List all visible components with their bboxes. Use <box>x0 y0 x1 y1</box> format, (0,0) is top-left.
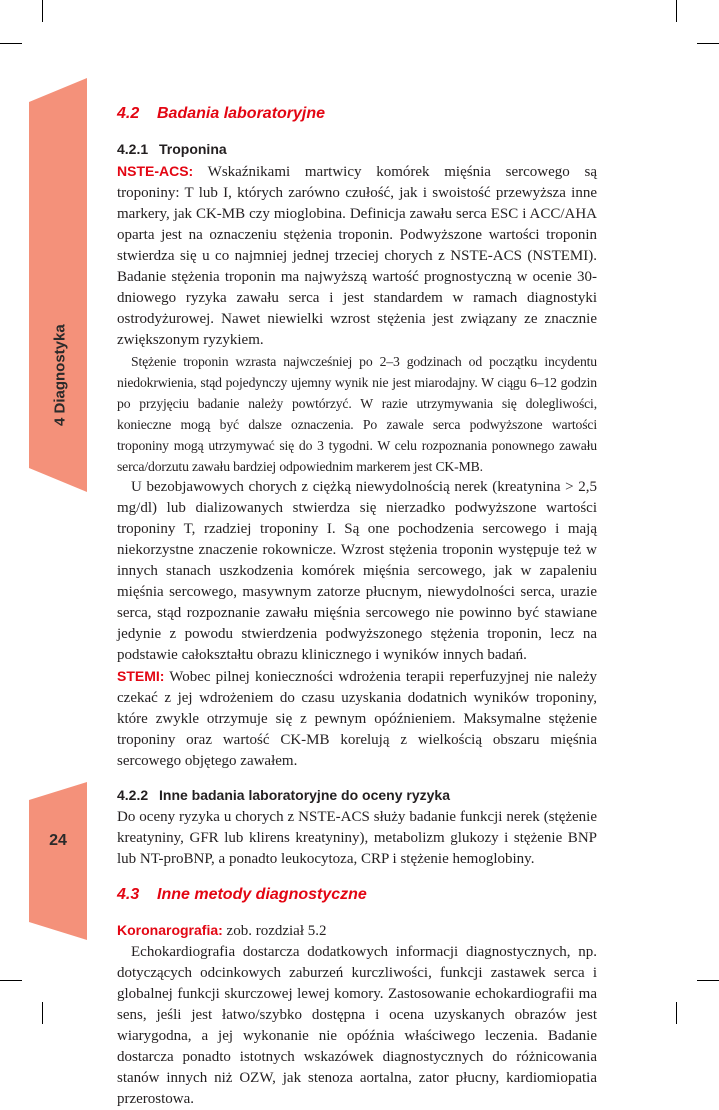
crop-mark <box>42 0 43 22</box>
paragraph-lead: STEMI: <box>117 668 165 684</box>
section-heading-4-2 <box>117 103 597 125</box>
paragraph-coronarography <box>117 920 597 942</box>
section-number: 4.2 <box>117 105 140 122</box>
paragraph-stemi <box>117 666 597 772</box>
crop-mark <box>42 1002 43 1024</box>
section-title: Inne metody diagnostyczne <box>157 886 367 903</box>
paragraph-text: zob. rozdział 5.2 <box>222 923 327 939</box>
paragraph-risk-assessment: Do oceny ryzyka u chorych z NSTE-ACS służy badanie funkcji nerek (stężenie kreatyniny, GFR lub klirens kreatyniny), metabolizm glukozy i stężenie BNP lub NT-proBNP, a ponadto leukocytoza, CRP i stężenie hemoglobiny. <box>117 809 597 867</box>
subsection-heading-4-2-2 <box>117 785 597 805</box>
page-number: 24 <box>49 832 67 849</box>
paragraph-nste-acs <box>117 161 597 351</box>
paragraph-echocardiography: Echokardiografia dostarcza dodatkowych informacji diagnostycznych, np. dotyczących odcinkowych zaburzeń kurczliwości, funkcji zastawek serca i globalnej funkcji skurczowej lewej komory. Zastosowanie echokardiografii ma sens, jeśli jest łatwo/szybko dostępna i ocena uzyskanych obrazów jest wiarygodna, a jej wykonanie nie opóźnia właściwego leczenia. Badanie dostarcza ponadto istotnych wskazówek diagnostycznych do różnicowania stanów innych niż OZW, jak stenoza aortalna, zator płucny, kardiomiopatia przerostowa. <box>117 944 597 1107</box>
crop-mark <box>676 0 677 22</box>
subsection-number: 4.2.2 <box>117 787 149 803</box>
paragraph-text: Wskaźnikami martwicy komórek mięśnia sercowego są troponiny: T lub I, których zarówno czułość, jak i swoistość przewyższa inne markery, jak CK-MB czy mioglobina. Definicja zawału serca ESC i ACC/AHA oparta jest na oznaczeniu stężenia troponin. Podwyższone wartości troponin stwierdza się u co najmniej jednej trzeciej chorych z NSTE-ACS (NSTEMI). Badanie stężenia troponin ma najwyższą wartość prognostyczną w ocenie 30-dniowego ryzyka zawału serca i jest standardem w ramach diagnostyki ostrodyżurowej. Nawet niewielki wzrost stężenia jest związany ze znacznie zwiększonym ryzykiem. <box>117 164 597 348</box>
chapter-tab-label: 4 Diagnostyka <box>51 324 69 426</box>
paragraph-renal-failure: U bezobjawowych chorych z ciężką niewydolnością nerek (kreatynina > 2,5 mg/dl) lub dializowanych stwierdza się nierzadko podwyższone wartości troponiny T, rzadziej troponiny I. Są one pochodzenia sercowego i mają niekorzystne znaczenie rokownicze. Wzrost stężenia troponin występuje też w innych stanach uszkodzenia komórek mięśnia sercowego, jak w zapaleniu mięśnia sercowego, masywnym zatorze płucnym, niewydolności serca, urazie serca, stąd rozpoznanie zawału mięśnia sercowego nie powinno być stawiane jedynie z powodu stwierdzenia podwyższonego stężenia troponin, lecz na podstawie całokształtu obrazu klinicznego i wyników innych badań. <box>117 479 597 663</box>
crop-mark <box>0 43 22 44</box>
subsection-title: Troponina <box>159 141 227 157</box>
section-number: 4.3 <box>117 886 140 903</box>
section-title: Badania laboratoryjne <box>157 105 326 122</box>
crop-mark <box>0 980 22 981</box>
crop-mark <box>697 980 719 981</box>
page-number-tab <box>29 782 87 940</box>
subsection-heading-4-2-1 <box>117 139 597 159</box>
paragraph-text: Wobec pilnej konieczności wdrożenia terapii reperfuzyjnej nie należy czekać z jej wdrożeniem do czasu uzyskania dodatnich wyników troponiny, które zwykle otrzymuje się z pewnym opóźnieniem. Maksymalne stężenie troponiny oraz wartość CK-MB korelują z wielkością obszaru mięśnia sercowego objętego zawałem. <box>117 669 597 769</box>
subsection-number: 4.2.1 <box>117 141 149 157</box>
paragraph-lead: NSTE-ACS: <box>117 163 194 179</box>
crop-mark <box>676 1002 677 1024</box>
page-content <box>117 103 597 1110</box>
paragraph-troponin-timing: Stężenie troponin wzrasta najwcześniej po 2–3 godzinach od początku incydentu niedokrwienia, stąd pojedynczy ujemny wynik nie jest miarodajny. W ciągu 6–12 godzin po przyjęciu badanie należy powtórzyć. W razie utrzymywania się dolegliwości, konieczne mogą być dalsze oznaczenia. Po zawale serca podwyższone wartości troponiny mogą utrzymywać się do 3 tygodni. W celu rozpoznania ponownego zawału serca/dorzutu zawału bardziej odpowiednim markerem jest CK-MB. <box>117 354 597 474</box>
crop-mark <box>697 43 719 44</box>
paragraph-lead: Koronarografia: <box>117 922 223 938</box>
section-heading-4-3 <box>117 884 597 906</box>
subsection-title: Inne badania laboratoryjne do oceny ryzyka <box>159 787 450 803</box>
